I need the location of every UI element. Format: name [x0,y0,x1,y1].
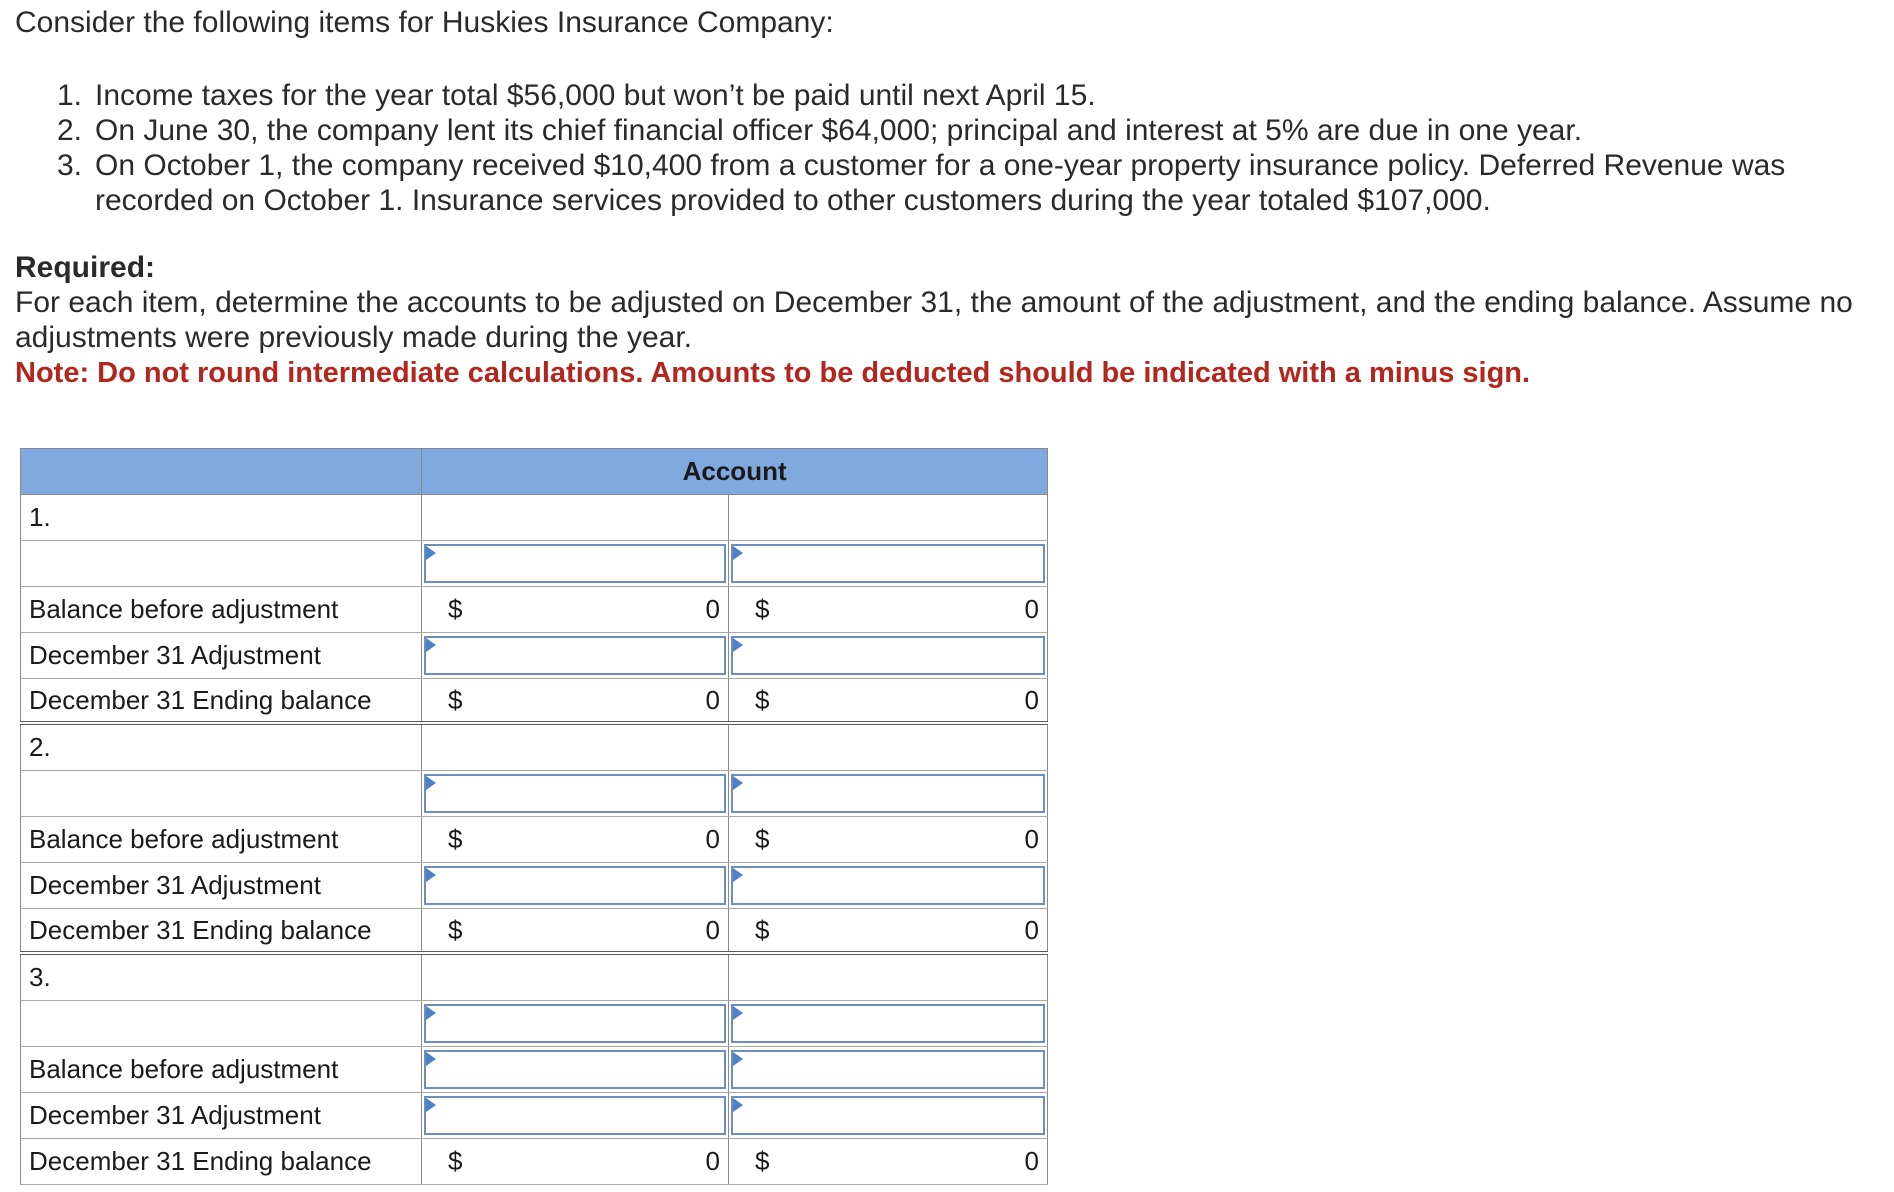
balance-before-input-b[interactable] [731,1050,1045,1089]
input-indicator-icon [426,1098,436,1112]
row-label: Balance before adjustment [20,587,422,632]
currency-symbol: $ [448,1146,463,1176]
input-indicator-icon [733,638,743,652]
item-text: On June 30, the company lent its chief financial officer $64,000; principal and interest at 5% are due in one year. [95,114,1583,147]
currency-symbol: $ [755,914,770,945]
section-label-row [20,495,1048,541]
account-select-b[interactable] [731,544,1045,583]
value-cell-a [422,1139,729,1184]
item-text: On October 1, the company received $10,400 from a customer for a one-year property insurance policy. Deferred Revenue was recorded on October 1. Insurance services provided to other customers during the year totaled $107,000. [95,149,1786,217]
balance-before-row [20,817,1048,863]
currency-symbol: $ [448,684,463,715]
adjustment-row [20,863,1048,909]
blank-cell [422,725,729,770]
account-select-row [20,541,1048,587]
value-cell-b [729,587,1048,632]
input-indicator-icon [733,868,743,882]
ending-balance-row [20,909,1048,955]
balance-before-input-a[interactable] [424,1050,726,1089]
currency-symbol: $ [448,824,463,854]
adjustment-table [20,448,1048,1185]
account-select-row [20,771,1048,817]
currency-symbol: $ [755,684,770,715]
input-indicator-icon [426,868,436,882]
account-header: Account [682,456,787,486]
value-cell-b [729,909,1048,951]
input-indicator-icon [733,1098,743,1112]
adjustment-input-a[interactable] [424,636,726,675]
row-label: Balance before adjustment [20,1047,422,1092]
ending-balance-row [20,679,1048,725]
row-label: December 31 Ending balance [20,1139,422,1184]
row-label: December 31 Adjustment [20,633,422,678]
adjustment-input-a[interactable] [424,1096,726,1135]
section-label-row [20,725,1048,771]
account-select-a[interactable] [424,1004,726,1043]
input-cell-b [729,863,1048,908]
table-header-row [20,448,1048,495]
adjustment-input-b[interactable] [731,1096,1045,1135]
input-indicator-icon [426,638,436,652]
account-select-b[interactable] [731,1004,1045,1043]
value-cell-b [729,679,1048,721]
blank-label-cell [20,771,422,816]
list-item [57,113,1887,148]
header-blank-cell [21,449,422,494]
account-cell-b [729,771,1048,816]
blank-cell [422,955,729,1000]
row-label: December 31 Ending balance [20,679,422,721]
required-heading: Required: [15,251,156,284]
adjustment-input-b[interactable] [731,866,1045,905]
blank-cell [422,495,729,540]
input-cell-a [422,1093,729,1138]
ending-value: 0 [705,914,720,945]
account-select-a[interactable] [424,544,726,583]
account-cell-b [729,541,1048,586]
row-label: Balance before adjustment [20,817,422,862]
dropdown-indicator-icon [733,1006,743,1020]
required-text: For each item, determine the accounts to be adjusted on December 31, the amount of the adjustment, and the ending balance. Assume no adjustments were previously made during the year. [15,286,1853,354]
row-label: December 31 Ending balance [20,909,422,951]
balance-value: 0 [705,824,720,854]
currency-symbol: $ [755,824,770,854]
balance-before-row [20,587,1048,633]
blank-label-cell [20,541,422,586]
ending-value: 0 [705,1146,720,1176]
items-list [57,78,1887,218]
account-cell-a [422,541,729,586]
value-cell-a [422,817,729,862]
value-cell-b [729,1139,1048,1184]
currency-symbol: $ [448,594,463,624]
balance-before-row [20,1047,1048,1093]
input-cell-a [422,633,729,678]
ending-balance-row [20,1139,1048,1185]
adjustment-input-a[interactable] [424,866,726,905]
ending-value: 0 [705,684,720,715]
section-number: 2. [20,725,422,770]
blank-cell [729,955,1048,1000]
dropdown-indicator-icon [426,546,436,560]
item-number: 1. [57,79,83,112]
input-cell-b [729,1093,1048,1138]
row-label: December 31 Adjustment [20,863,422,908]
section-label-row [20,955,1048,1001]
input-indicator-icon [426,1052,436,1066]
ending-value: 0 [1024,1146,1039,1176]
ending-value: 0 [1024,914,1039,945]
input-cell-a [422,863,729,908]
account-select-b[interactable] [731,774,1045,813]
balance-value: 0 [1024,594,1039,624]
section-number: 1. [20,495,422,540]
balance-value: 0 [1024,824,1039,854]
note-text: Note: Do not round intermediate calculations. Amounts to be deducted should be indicated with a minus sign. [15,357,1531,389]
input-cell-b [729,633,1048,678]
account-cell-b [729,1001,1048,1046]
item-number: 2. [57,114,83,147]
dropdown-indicator-icon [733,546,743,560]
input-cell-a [422,1047,729,1092]
input-indicator-icon [733,1052,743,1066]
intro-text: Consider the following items for Huskies Insurance Company: [15,6,834,39]
adjustment-row [20,633,1048,679]
adjustment-row [20,1093,1048,1139]
item-text: Income taxes for the year total $56,000 but won’t be paid until next April 15. [95,79,1096,112]
list-item [57,78,1887,113]
blank-label-cell [20,1001,422,1046]
adjustment-input-b[interactable] [731,636,1045,675]
value-cell-a [422,587,729,632]
dropdown-indicator-icon [426,776,436,790]
currency-symbol: $ [755,1146,770,1176]
account-cell-a [422,771,729,816]
value-cell-a [422,679,729,721]
dropdown-indicator-icon [426,1006,436,1020]
dropdown-indicator-icon [733,776,743,790]
account-select-row [20,1001,1048,1047]
value-cell-b [729,817,1048,862]
ending-value: 0 [1024,684,1039,715]
input-cell-b [729,1047,1048,1092]
item-number: 3. [57,149,83,182]
section-number: 3. [20,955,422,1000]
list-item [57,148,1887,218]
account-select-a[interactable] [424,774,726,813]
balance-value: 0 [705,594,720,624]
currency-symbol: $ [755,594,770,624]
blank-cell [729,495,1048,540]
row-label: December 31 Adjustment [20,1093,422,1138]
blank-cell [729,725,1048,770]
account-cell-a [422,1001,729,1046]
currency-symbol: $ [448,914,463,945]
value-cell-a [422,909,729,951]
